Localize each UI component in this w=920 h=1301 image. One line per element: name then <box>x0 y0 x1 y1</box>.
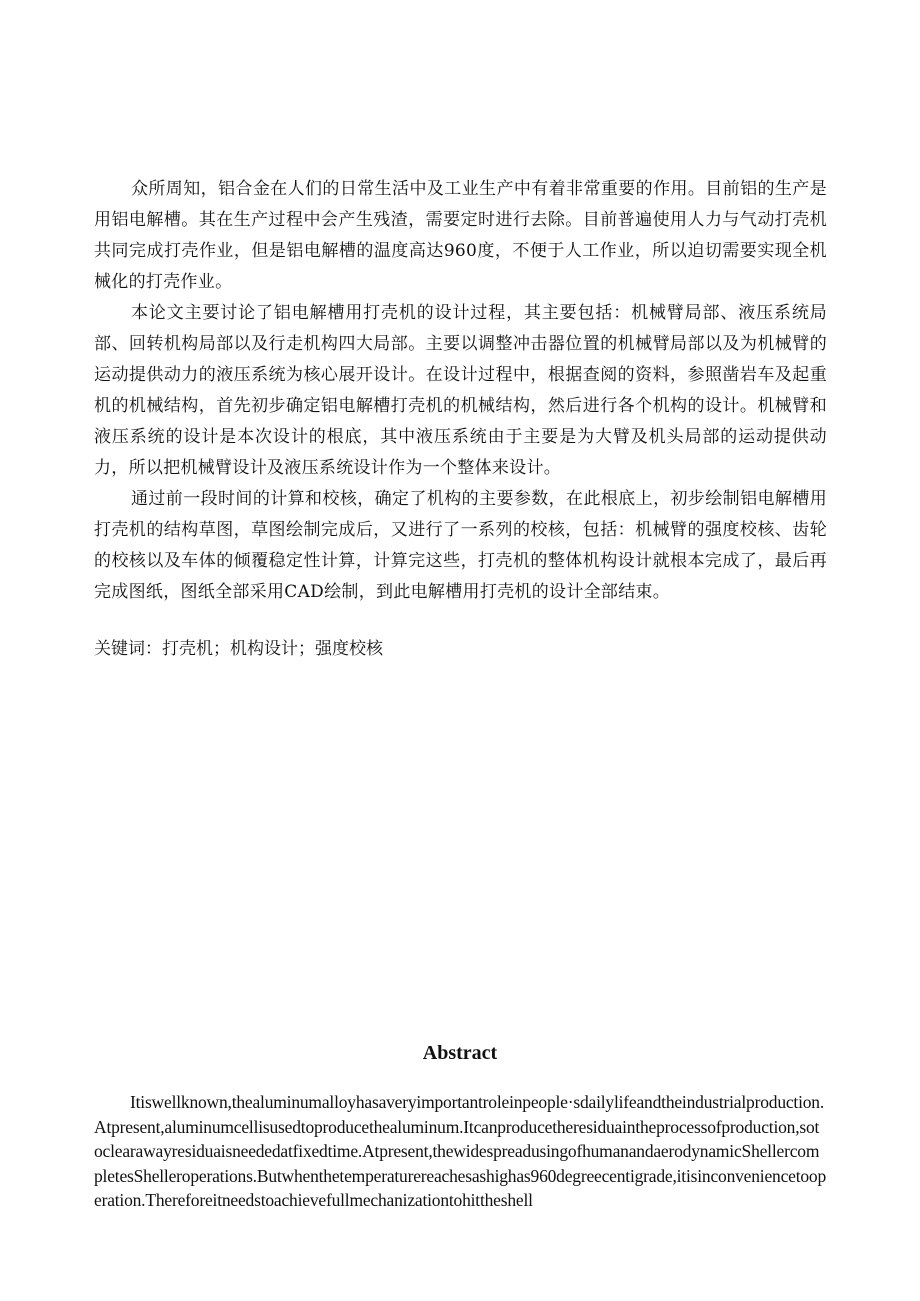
chinese-keywords: 关键词：打壳机；机构设计；强度校核 <box>94 639 383 659</box>
english-abstract-heading: Abstract <box>422 1042 498 1064</box>
english-abstract-paragraph: Itiswellknown,thealuminumalloyhasaveryimportantroleinpeople·sdailylifeandtheindustrialproduction.Atpresent,aluminumcellisusedtoproducethealuminum.Itcanproducetheresiduaintheprocessofproduction,sotoclearawayresiduaisneededatfixedtime.Atpresent,thewidespreadusingofhumanandaerodynamicShellercompletesShelleroperations.Butwhenthetemperaturereachesashighas960degreecentigrade,itisinconveniencetooperation.Thereforeitneedstoachievefullmechanizationtohittheshell <box>94 1092 827 1210</box>
chinese-abstract-paragraph-1: 众所周知，铝合金在人们的日常生活中及工业生产中有着非常重要的作用。目前铝的生产是用铝电解槽。其在生产过程中会产生残渣，需要定时进行去除。目前普遍使用人力与气动打壳机共同完成打壳作业，但是铝电解槽的温度高达960度，不便于人工作业，所以迫切需要实现全机械化的打壳作业。 <box>94 179 827 292</box>
english-abstract-body <box>94 1090 827 1213</box>
chinese-abstract-paragraph-3: 通过前一段时间的计算和校核，确定了机构的主要参数，在此根底上，初步绘制铝电解槽用打壳机的结构草图，草图绘制完成后，又进行了一系列的校核，包括：机械臂的强度校核、齿轮的校核以及车体的倾覆稳定性计算，计算完这些，打壳机的整体机构设计就根本完成了，最后再完成图纸，图纸全部采用CAD绘制，到此电解槽用打壳机的设计全部结束。 <box>94 489 827 602</box>
chinese-abstract-body <box>94 174 827 608</box>
chinese-abstract-paragraph-2: 本论文主要讨论了铝电解槽用打壳机的设计过程，其主要包括：机械臂局部、液压系统局部、回转机构局部以及行走机构四大局部。主要以调整冲击器位置的机械臂局部以及为机械臂的运动提供动力的液压系统为核心展开设计。在设计过程中，根据查阅的资料，参照凿岩车及起重机的机械结构，首先初步确定铝电解槽打壳机的机械结构，然后进行各个机构的设计。机械臂和液压系统的设计是本次设计的根底，其中液压系统由于主要是为大臂及机头局部的运动提供动力，所以把机械臂设计及液压系统设计作为一个整体来设计。 <box>94 303 827 478</box>
